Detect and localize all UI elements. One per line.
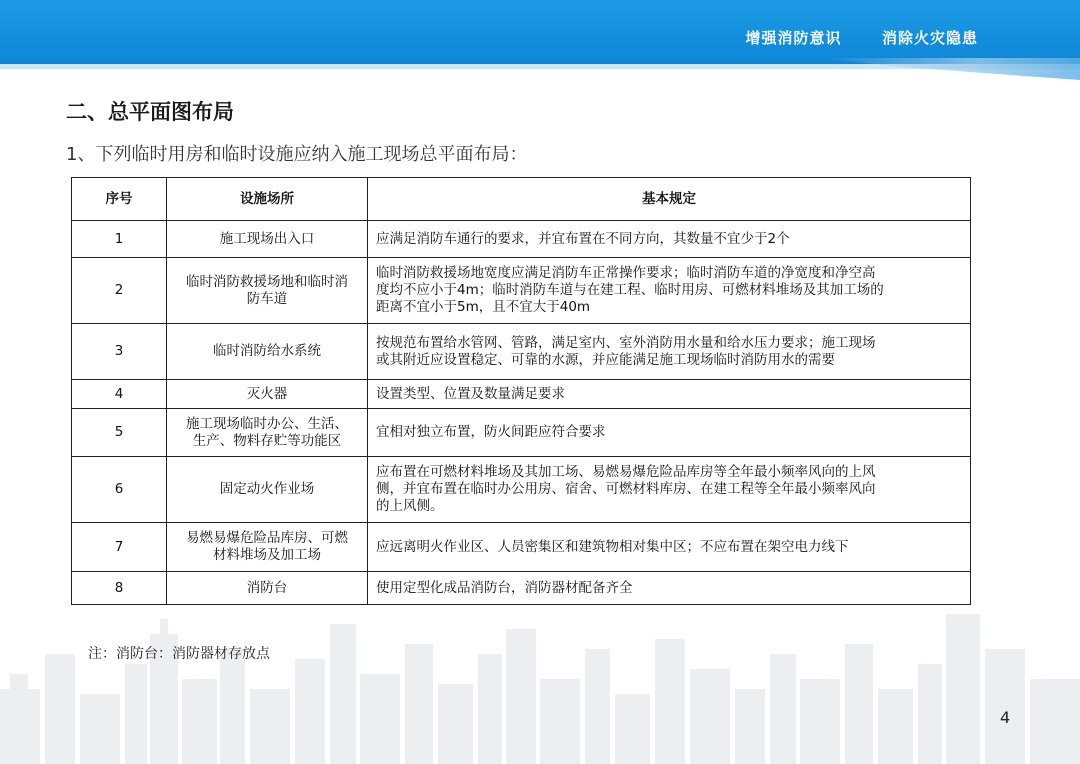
row-facility: 施工现场临时办公、生活、 生产、物料存贮等功能区 — [167, 409, 368, 457]
header-slogan: 增强消防意识 消除火灾隐患 — [745, 29, 978, 47]
row-facility: 施工现场出入口 — [167, 221, 368, 258]
row-facility: 易燃易爆危险品库房、可燃 材料堆场及加工场 — [167, 523, 368, 572]
row-rule: 宜相对独立布置，防火间距应符合要求 — [368, 409, 971, 457]
row-facility: 临时消防救援场地和临时消 防车道 — [167, 258, 368, 324]
row-number: 4 — [72, 380, 167, 409]
facility-rules-table — [71, 177, 971, 605]
table-header-row — [72, 178, 971, 221]
row-facility: 固定动火作业场 — [167, 457, 368, 523]
table-row — [72, 572, 971, 605]
page-number: 4 — [1000, 708, 1011, 727]
table-row — [72, 457, 971, 523]
row-facility: 灭火器 — [167, 380, 368, 409]
table-row — [72, 523, 971, 572]
table-row — [72, 258, 971, 324]
row-facility: 临时消防给水系统 — [167, 324, 368, 380]
table-row — [72, 409, 971, 457]
header-rules: 基本规定 — [368, 178, 971, 221]
row-number: 5 — [72, 409, 167, 457]
row-rule: 临时消防救援场地宽度应满足消防车正常操作要求；临时消防车道的净宽度和净空高 度均不应小于4m；临时消防车道与在建工程、临时用房、可燃材料堆场及其加工场的 距离不宜小于5m，且不宜大于40m — [368, 258, 971, 324]
row-rule: 使用定型化成品消防台，消防器材配备齐全 — [368, 572, 971, 605]
row-rule: 应远离明火作业区、人员密集区和建筑物相对集中区；不应布置在架空电力线下 — [368, 523, 971, 572]
row-rule: 应满足消防车通行的要求，并宜布置在不同方向，其数量不宜少于2个 — [368, 221, 971, 258]
footnote: 注：消防台：消防器材存放点 — [88, 646, 270, 662]
row-number: 3 — [72, 324, 167, 380]
header-facility: 设施场所 — [167, 178, 368, 221]
row-facility: 消防台 — [167, 572, 368, 605]
row-number: 2 — [72, 258, 167, 324]
row-number: 6 — [72, 457, 167, 523]
table-row — [72, 380, 971, 409]
table-row — [72, 324, 971, 380]
table-row — [72, 221, 971, 258]
header-number: 序号 — [72, 178, 167, 221]
row-number: 7 — [72, 523, 167, 572]
row-rule: 应布置在可燃材料堆场及其加工场、易燃易爆危险品库房等全年最小频率风向的上风 侧，并宜布置在临时办公用房、宿舍、可燃材料库房、在建工程等全年最小频率风向 的上风侧。 — [368, 457, 971, 523]
header-decoration — [820, 58, 1080, 80]
row-rule: 按规范布置给水管网、管路，满足室内、室外消防用水量和给水压力要求；施工现场 或其附近应设置稳定、可靠的水源，并应能满足施工现场临时消防用水的需要 — [368, 324, 971, 380]
row-rule: 设置类型、位置及数量满足要求 — [368, 380, 971, 409]
row-number: 8 — [72, 572, 167, 605]
row-number: 1 — [72, 221, 167, 258]
subtitle: 1、下列临时用房和临时设施应纳入施工现场总平面布局： — [66, 144, 528, 165]
section-title: 二、总平面图布局 — [66, 100, 234, 124]
city-skyline-background — [0, 594, 1080, 764]
